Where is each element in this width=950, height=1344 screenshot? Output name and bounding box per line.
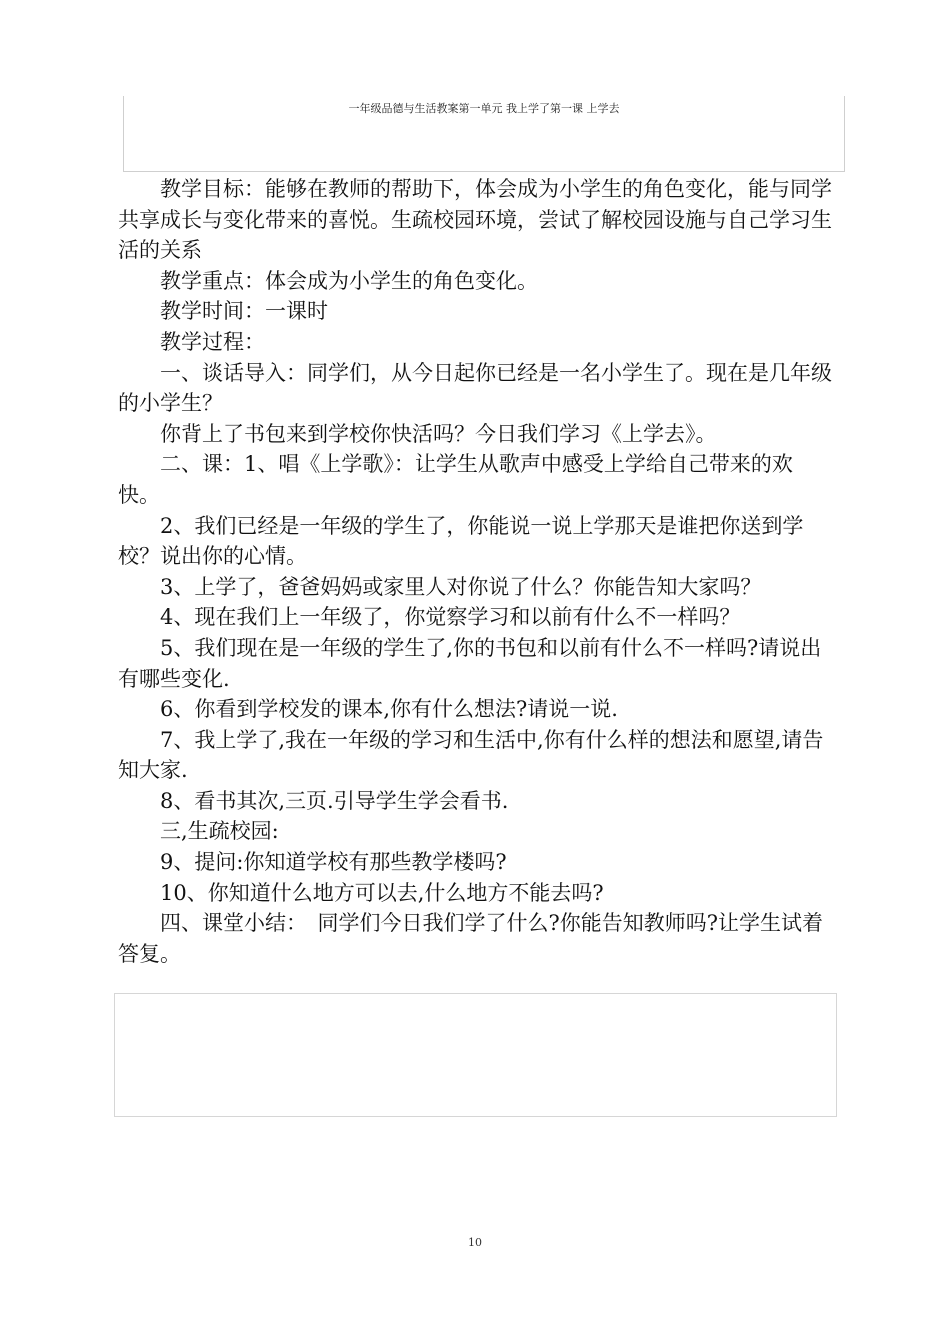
paragraph-lesson-2: 2、我们已经是一年级的学生了，你能说一说上学那天是谁把你送到学校？说出你的心情。 (118, 513, 804, 569)
page-number: 10 (468, 1236, 482, 1249)
header-title: 一年级品德与生活教案第一单元 我上学了第一课 上学去 (348, 102, 620, 115)
paragraph-process-heading: 教学过程： (160, 329, 265, 354)
header-box (123, 96, 845, 172)
paragraph-objectives: 教学目标：能够在教师的帮助下，体会成为小学生的角色变化，能与同学共享成长与变化带来的喜悦。生疏校园环境，尝试了解校园设施与自己学习生活的关系 (118, 177, 832, 263)
paragraph-campus-9: 9、提问:你知道学校有那些教学楼吗? (160, 850, 507, 875)
paragraph-lesson-7: 7、我上学了,我在一年级的学习和生活中,你有什么样的想法和愿望,请告知大家. (118, 727, 824, 783)
document-body (118, 174, 834, 969)
paragraph-lesson-1: 二、课：1、唱《上学歌》：让学生从歌声中感受上学给自己带来的欢快。 (118, 452, 793, 507)
paragraph-lesson-3: 3、上学了，爸爸妈妈或家里人对你说了什么？你能告知大家吗？ (160, 574, 762, 599)
paragraph-summary: 四、课堂小结： 同学们今日我们学了什么?你能告知教师吗?让学生试着答复。 (118, 911, 824, 966)
paragraph-intro-2: 你背上了书包来到学校你快活吗？今日我们学习《上学去》。 (160, 421, 717, 446)
paragraph-lesson-6: 6、你看到学校发的课本,你有什么想法?请说一说. (160, 697, 618, 722)
paragraph-time: 教学时间：一课时 (160, 299, 328, 324)
footer-box (114, 993, 837, 1117)
paragraph-lesson-5: 5、我们现在是一年级的学生了,你的书包和以前有什么不一样吗?请说出有哪些变化. (118, 635, 822, 691)
paragraph-campus-heading: 三,生疏校园: (160, 819, 279, 844)
paragraph-lesson-8: 8、看书其次,三页.引导学生学会看书. (160, 788, 509, 813)
paragraph-intro: 一、谈话导入：同学们，从今日起你已经是一名小学生了。现在是几年级的小学生？ (118, 360, 832, 416)
paragraph-key-points: 教学重点：体会成为小学生的角色变化。 (160, 268, 538, 293)
paragraph-campus-10: 10、你知道什么地方可以去,什么地方不能去吗? (160, 880, 604, 905)
paragraph-lesson-4: 4、现在我们上一年级了，你觉察学习和以前有什么不一样吗？ (160, 605, 741, 630)
